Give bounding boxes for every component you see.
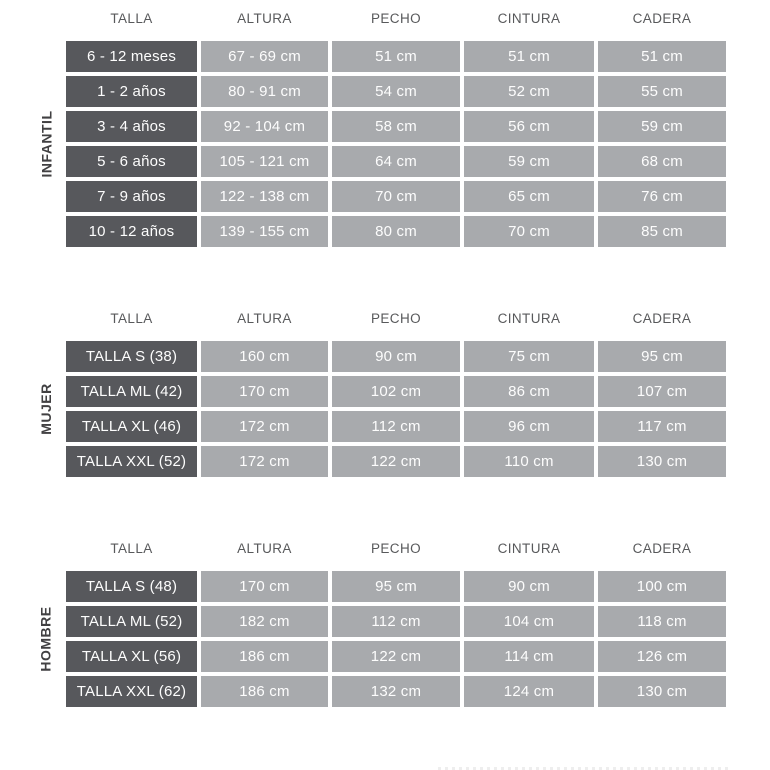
cell-talla: 5 - 6 años	[66, 146, 197, 177]
cell-cadera: 118 cm	[598, 606, 726, 637]
cell-cintura: 56 cm	[464, 111, 594, 142]
size-table-mujer	[38, 308, 726, 477]
cell-altura: 160 cm	[201, 341, 328, 372]
cell-altura: 139 - 155 cm	[201, 216, 328, 247]
cell-altura: 92 - 104 cm	[201, 111, 328, 142]
cell-pecho: 112 cm	[332, 606, 460, 637]
cell-cintura: 96 cm	[464, 411, 594, 442]
group-label-text: INFANTIL	[38, 110, 54, 178]
cell-altura: 186 cm	[201, 641, 328, 672]
column-header-pecho: PECHO	[370, 10, 421, 26]
cell-talla: TALLA ML (42)	[66, 376, 197, 407]
cell-altura: 170 cm	[201, 376, 328, 407]
cell-talla: TALLA XL (46)	[66, 411, 197, 442]
column-header-altura: ALTURA	[237, 540, 292, 556]
group-label-text: HOMBRE	[38, 606, 55, 672]
cell-talla: TALLA XL (56)	[66, 641, 197, 672]
cell-talla: 1 - 2 años	[66, 76, 197, 107]
cell-altura: 172 cm	[201, 446, 328, 477]
column-header-cintura: CINTURA	[497, 540, 561, 556]
cell-pecho: 112 cm	[332, 411, 460, 442]
column-header-pecho: PECHO	[370, 540, 421, 556]
cell-altura: 170 cm	[201, 571, 328, 602]
size-table-hombre	[38, 538, 726, 707]
cell-cintura: 90 cm	[464, 571, 594, 602]
column-header-talla: TALLA	[110, 310, 153, 326]
group-label-infantil	[32, 41, 60, 247]
column-header-cintura: CINTURA	[497, 10, 561, 26]
cell-altura: 80 - 91 cm	[201, 76, 328, 107]
table-body-mujer	[38, 341, 726, 477]
cell-cadera: 117 cm	[598, 411, 726, 442]
cell-cadera: 85 cm	[598, 216, 726, 247]
cell-pecho: 102 cm	[332, 376, 460, 407]
column-header-pecho: PECHO	[370, 310, 421, 326]
cell-cintura: 59 cm	[464, 146, 594, 177]
table-body-infantil	[38, 41, 726, 247]
cell-pecho: 80 cm	[332, 216, 460, 247]
cell-cintura: 114 cm	[464, 641, 594, 672]
cell-talla: 7 - 9 años	[66, 181, 197, 212]
cell-pecho: 70 cm	[332, 181, 460, 212]
cell-talla: TALLA XXL (62)	[66, 676, 197, 707]
cell-cadera: 107 cm	[598, 376, 726, 407]
cell-talla: TALLA ML (52)	[66, 606, 197, 637]
cell-altura: 186 cm	[201, 676, 328, 707]
cell-talla: TALLA XXL (52)	[66, 446, 197, 477]
group-label-mujer	[32, 341, 60, 477]
cell-cadera: 130 cm	[598, 676, 726, 707]
cell-altura: 105 - 121 cm	[201, 146, 328, 177]
cell-cadera: 130 cm	[598, 446, 726, 477]
cell-pecho: 64 cm	[332, 146, 460, 177]
cell-cadera: 95 cm	[598, 341, 726, 372]
cell-altura: 172 cm	[201, 411, 328, 442]
cell-cintura: 124 cm	[464, 676, 594, 707]
cell-cintura: 110 cm	[464, 446, 594, 477]
column-header-altura: ALTURA	[237, 10, 292, 26]
cell-cintura: 86 cm	[464, 376, 594, 407]
column-header-cadera: CADERA	[632, 10, 692, 26]
cell-cintura: 52 cm	[464, 76, 594, 107]
cell-cadera: 51 cm	[598, 41, 726, 72]
cell-pecho: 90 cm	[332, 341, 460, 372]
cell-pecho: 54 cm	[332, 76, 460, 107]
cell-pecho: 122 cm	[332, 446, 460, 477]
column-header-cadera: CADERA	[632, 540, 692, 556]
cell-cadera: 126 cm	[598, 641, 726, 672]
size-table-infantil	[38, 8, 726, 247]
column-header-talla: TALLA	[110, 10, 153, 26]
table-body-hombre	[38, 571, 726, 707]
cell-cintura: 75 cm	[464, 341, 594, 372]
column-header-row	[66, 308, 726, 328]
cell-altura: 122 - 138 cm	[201, 181, 328, 212]
cell-talla: 10 - 12 años	[66, 216, 197, 247]
cell-talla: 3 - 4 años	[66, 111, 197, 142]
cell-cadera: 59 cm	[598, 111, 726, 142]
column-header-row	[66, 8, 726, 28]
cell-altura: 67 - 69 cm	[201, 41, 328, 72]
group-label-text: MUJER	[38, 383, 55, 435]
column-header-altura: ALTURA	[237, 310, 292, 326]
cell-cadera: 68 cm	[598, 146, 726, 177]
cell-pecho: 132 cm	[332, 676, 460, 707]
cell-pecho: 95 cm	[332, 571, 460, 602]
cell-cintura: 70 cm	[464, 216, 594, 247]
cell-talla: TALLA S (38)	[66, 341, 197, 372]
column-header-cintura: CINTURA	[497, 310, 561, 326]
group-label-hombre	[32, 571, 60, 707]
cell-talla: 6 - 12 meses	[66, 41, 197, 72]
cell-pecho: 122 cm	[332, 641, 460, 672]
cell-cadera: 76 cm	[598, 181, 726, 212]
cell-altura: 182 cm	[201, 606, 328, 637]
cell-cintura: 104 cm	[464, 606, 594, 637]
cell-cadera: 55 cm	[598, 76, 726, 107]
cell-talla: TALLA S (48)	[66, 571, 197, 602]
cell-pecho: 58 cm	[332, 111, 460, 142]
cell-cintura: 51 cm	[464, 41, 594, 72]
cell-cintura: 65 cm	[464, 181, 594, 212]
column-header-cadera: CADERA	[632, 310, 692, 326]
cell-pecho: 51 cm	[332, 41, 460, 72]
column-header-talla: TALLA	[110, 540, 153, 556]
cell-cadera: 100 cm	[598, 571, 726, 602]
column-header-row	[66, 538, 726, 558]
